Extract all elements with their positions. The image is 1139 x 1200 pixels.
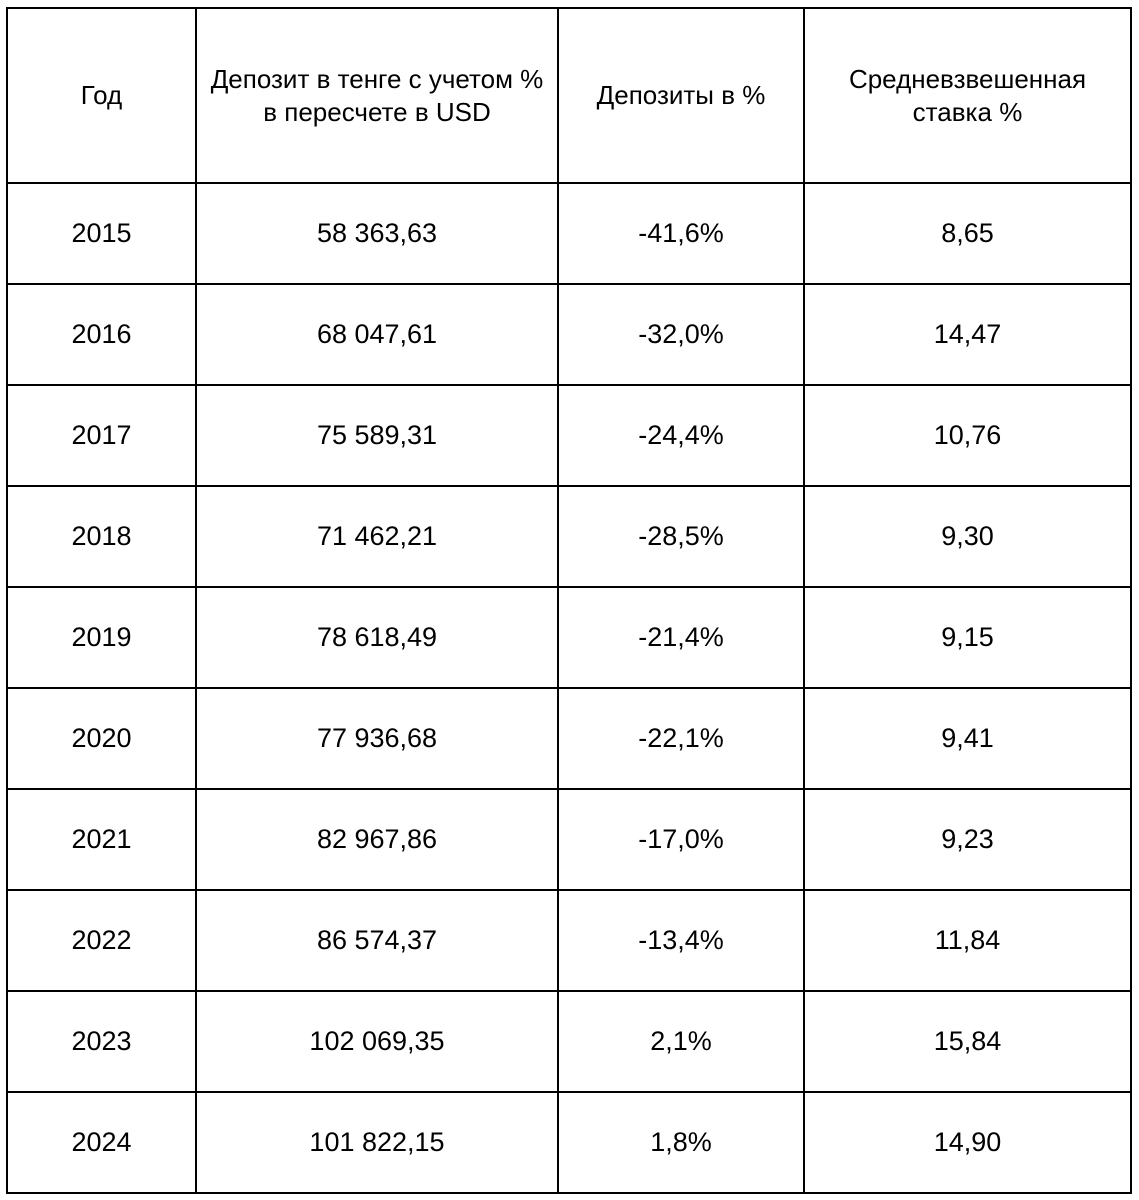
cell-deposit-usd: 77 936,68: [196, 688, 558, 789]
cell-deposit-percent: -41,6%: [558, 183, 804, 284]
cell-year: 2024: [7, 1092, 196, 1193]
deposits-table: [6, 7, 1132, 1194]
header-deposit-usd: Депозит в тенге с учетом % в пересчете в USD: [196, 8, 558, 183]
cell-year: 2017: [7, 385, 196, 486]
table-row: [7, 991, 1131, 1092]
cell-deposit-usd: 102 069,35: [196, 991, 558, 1092]
header-row: [7, 8, 1131, 183]
cell-deposit-usd: 82 967,86: [196, 789, 558, 890]
cell-year: 2019: [7, 587, 196, 688]
cell-deposit-usd: 71 462,21: [196, 486, 558, 587]
cell-weighted-rate: 15,84: [804, 991, 1131, 1092]
cell-deposit-percent: 2,1%: [558, 991, 804, 1092]
cell-deposit-percent: -22,1%: [558, 688, 804, 789]
cell-deposit-usd: 58 363,63: [196, 183, 558, 284]
table-row: [7, 486, 1131, 587]
cell-weighted-rate: 9,15: [804, 587, 1131, 688]
cell-weighted-rate: 14,90: [804, 1092, 1131, 1193]
cell-weighted-rate: 14,47: [804, 284, 1131, 385]
table-row: [7, 890, 1131, 991]
cell-weighted-rate: 11,84: [804, 890, 1131, 991]
header-weighted-rate: Средневзвешенная ставка %: [804, 8, 1131, 183]
table-row: [7, 587, 1131, 688]
cell-deposit-percent: -21,4%: [558, 587, 804, 688]
table-body: [7, 183, 1131, 1193]
table-row: [7, 688, 1131, 789]
cell-weighted-rate: 9,23: [804, 789, 1131, 890]
cell-deposit-percent: 1,8%: [558, 1092, 804, 1193]
cell-deposit-usd: 75 589,31: [196, 385, 558, 486]
cell-deposit-percent: -28,5%: [558, 486, 804, 587]
cell-weighted-rate: 9,30: [804, 486, 1131, 587]
cell-weighted-rate: 10,76: [804, 385, 1131, 486]
table-header: [7, 8, 1131, 183]
cell-year: 2015: [7, 183, 196, 284]
cell-year: 2021: [7, 789, 196, 890]
cell-deposit-percent: -32,0%: [558, 284, 804, 385]
deposits-table-container: [6, 7, 1130, 1194]
cell-year: 2020: [7, 688, 196, 789]
cell-year: 2022: [7, 890, 196, 991]
cell-deposit-usd: 86 574,37: [196, 890, 558, 991]
cell-year: 2018: [7, 486, 196, 587]
cell-weighted-rate: 8,65: [804, 183, 1131, 284]
cell-deposit-usd: 101 822,15: [196, 1092, 558, 1193]
cell-deposit-usd: 68 047,61: [196, 284, 558, 385]
cell-deposit-usd: 78 618,49: [196, 587, 558, 688]
header-deposit-percent: Депозиты в %: [558, 8, 804, 183]
table-row: [7, 1092, 1131, 1193]
cell-year: 2023: [7, 991, 196, 1092]
table-row: [7, 183, 1131, 284]
cell-deposit-percent: -17,0%: [558, 789, 804, 890]
cell-year: 2016: [7, 284, 196, 385]
header-year: Год: [7, 8, 196, 183]
cell-deposit-percent: -13,4%: [558, 890, 804, 991]
table-row: [7, 789, 1131, 890]
cell-weighted-rate: 9,41: [804, 688, 1131, 789]
table-row: [7, 385, 1131, 486]
cell-deposit-percent: -24,4%: [558, 385, 804, 486]
table-row: [7, 284, 1131, 385]
